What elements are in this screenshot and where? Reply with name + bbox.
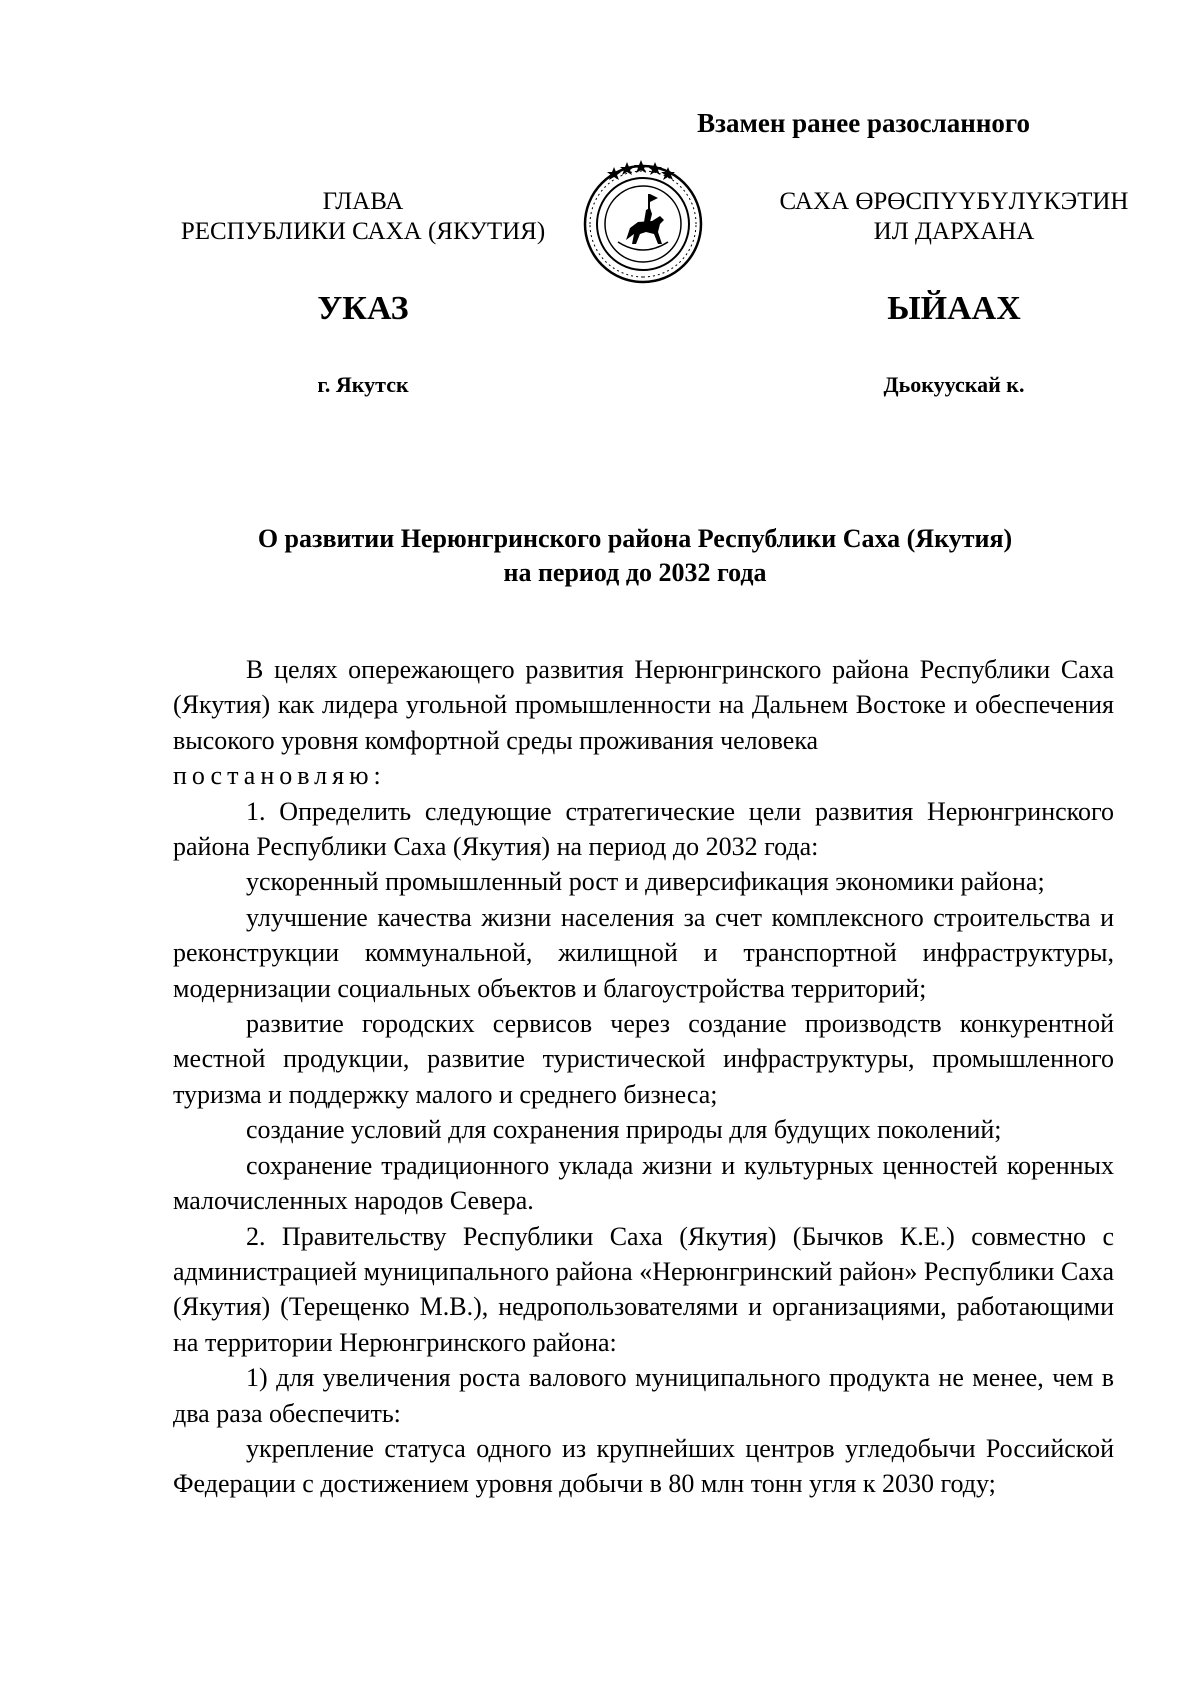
issuer-heading-russian xyxy=(168,187,558,247)
clause-2-item-1-point: укрепление статуса одного из крупнейших центров угледобычи Российской Федерации с достижением уровня добычи в 80 млн тонн угля к 2030 году; xyxy=(173,1433,1114,1499)
document-title xyxy=(160,522,1110,590)
sakha-republic-emblem-icon xyxy=(560,158,726,284)
doc-type-sakha: ЫЙААХ xyxy=(887,290,1021,327)
clause-1: 1. Определить следующие стратегические цели развития Нерюнгринского района Республики Саха (Якутия) на период до 2032 года: xyxy=(173,796,1114,862)
document-title-line-1: О развитии Нерюнгринского района Республики Саха (Якутия) xyxy=(257,524,1013,553)
place-of-issue-russian: г. Якутск xyxy=(317,372,409,397)
clause-1-goal-3: развитие городских сервисов через создание производств конкурентной местной продукции, развитие туристической инфраструктуры, промышленного туризма и поддержку малого и среднего бизнеса; xyxy=(173,1009,1114,1109)
decree-body xyxy=(173,652,1114,1502)
decree-word: постановляю: xyxy=(173,761,386,791)
doc-type-russian: УКАЗ xyxy=(317,290,409,327)
clause-2: 2. Правительству Республики Саха (Якутия) (Бычков К.Е.) совместно с администрацией муниципального района «Нерюнгринский район» Республики Саха (Якутия) (Терещенко М.В.), недропользователями и организациями, работающими на территории Нерюнгринского района: xyxy=(173,1221,1114,1357)
place-of-issue-sakha: Дьокуускай к. xyxy=(883,372,1025,397)
preamble-paragraph: В целях опережающего развития Нерюнгринского района Республики Саха (Якутия) как лидера угольной промышленности на Дальнем Востоке и обеспечения высокого уровня комфортной среды проживания человека xyxy=(173,655,1114,755)
clause-1-goal-2: улучшение качества жизни населения за счет комплексного строительства и реконструкции коммунальной, жилищной и транспортной инфраструктуры, модернизации социальных объектов и благоустройства территорий; xyxy=(173,902,1114,1003)
issuer-line-1: ГЛАВА xyxy=(322,188,404,215)
clause-1-goal-1: ускоренный промышленный рост и диверсификация экономики района; xyxy=(246,867,1045,897)
issuer-sakha-line-2: ИЛ ДАРХАНА xyxy=(873,218,1035,245)
clause-2-item-1: 1) для увеличения роста валового муниципального продукта не менее, чем в два раза обеспечить: xyxy=(173,1363,1114,1428)
replacement-note: Взамен ранее разосланного xyxy=(697,108,1030,138)
document-title-line-2: на период до 2032 года xyxy=(503,558,767,587)
clause-1-goal-4: создание условий для сохранения природы для будущих поколений; xyxy=(246,1115,1002,1145)
issuer-line-2: РЕСПУБЛИКИ САХА (ЯКУТИЯ) xyxy=(180,218,546,245)
clause-1-goal-5: сохранение традиционного уклада жизни и культурных ценностей коренных малочисленных народов Севера. xyxy=(173,1150,1114,1216)
issuer-heading-sakha xyxy=(758,187,1150,247)
issuer-sakha-line-1: САХА ӨРӨСПҮҮБҮЛҮКЭТИН xyxy=(779,188,1129,215)
